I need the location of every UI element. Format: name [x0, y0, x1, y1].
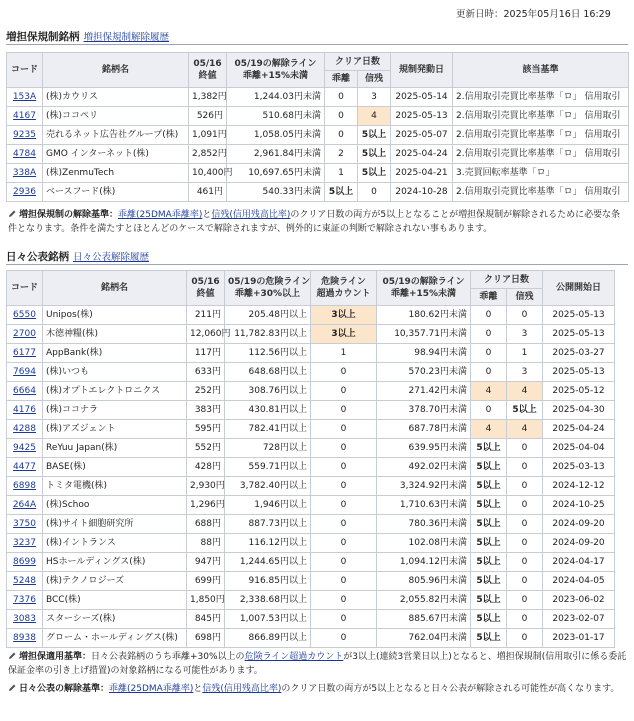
table-row — [7, 496, 615, 515]
stock-code-link[interactable]: 4167 — [7, 107, 43, 126]
col-shinzan: 信残 — [358, 71, 391, 88]
release-line: 10,697.65円未満 — [227, 164, 325, 183]
release-line: 492.02円未満 — [377, 458, 471, 477]
table-row — [7, 145, 629, 164]
danger-line: 1,946円以上 — [225, 496, 311, 515]
release-line: 1,710.63円未満 — [377, 496, 471, 515]
kairi-days: 5以上 — [325, 183, 358, 202]
danger-count: 0 — [311, 420, 377, 439]
kairi-days: 4 — [471, 420, 507, 439]
shinzan-link[interactable]: 信残(信用残高比率) — [202, 684, 282, 694]
col-shinzan: 信残 — [507, 289, 543, 306]
shinzan-days: 0 — [507, 591, 543, 610]
danger-count: 0 — [311, 439, 377, 458]
close-price: 1,382円 — [189, 88, 227, 107]
table-row — [7, 107, 629, 126]
close-price: 2,930円 — [187, 477, 225, 496]
stock-name: 売れるネット広告社グループ(株) — [43, 126, 189, 145]
kairi-days: 5以上 — [471, 553, 507, 572]
close-price: 1,850円 — [187, 591, 225, 610]
pencil-note-icon — [8, 209, 17, 218]
open-date: 2025-04-04 — [543, 439, 615, 458]
release-line: 102.08円未満 — [377, 534, 471, 553]
danger-line: 2,338.68円以上 — [225, 591, 311, 610]
start-date: 2025-04-24 — [391, 145, 453, 164]
col-code: コード — [7, 271, 43, 306]
shinzan-days: 3 — [507, 325, 543, 344]
section-title-regulated — [6, 29, 169, 44]
stock-code-link[interactable]: 5248 — [7, 572, 43, 591]
release-line: 2,055.82円未満 — [377, 591, 471, 610]
release-line: 510.68円未満 — [227, 107, 325, 126]
kairi-days: 5以上 — [471, 439, 507, 458]
close-price: 698円 — [187, 629, 225, 648]
danger-line: 866.89円以上 — [225, 629, 311, 648]
kairi-days: 5以上 — [471, 610, 507, 629]
table-row — [7, 382, 615, 401]
open-date: 2025-05-13 — [543, 306, 615, 325]
regulation-basis: 2.信用取引売買比率基準「ロ」 信用取引 — [453, 126, 629, 145]
col-clear-days: クリア日数 — [325, 53, 391, 71]
kairi-days: 0 — [471, 344, 507, 363]
stock-name: (株)サイト細胞研究所 — [43, 515, 187, 534]
shinzan-days: 5以上 — [358, 126, 391, 145]
shinzan-days: 3 — [507, 363, 543, 382]
kairi-days: 0 — [471, 306, 507, 325]
stock-name: (株)オプトエレクトロニクス — [43, 382, 187, 401]
stock-name: HSホールディングス(株) — [43, 553, 187, 572]
stock-code-link[interactable]: 4477 — [7, 458, 43, 477]
danger-count-link[interactable]: 危険ライン超過カウント — [244, 652, 344, 662]
stock-code-link[interactable]: 8699 — [7, 553, 43, 572]
stock-name: BCC(株) — [43, 591, 187, 610]
stock-name: (株)ZenmuTech — [43, 164, 189, 183]
close-price: 117円 — [187, 344, 225, 363]
col-danger-line: 05/19の危険ライン 乖離+30%以上 — [225, 271, 311, 306]
stock-name: (株)アズジェント — [43, 420, 187, 439]
stock-code-link[interactable]: 153A — [7, 88, 43, 107]
regulated-title: 増担保規制銘柄 — [6, 31, 80, 43]
release-line: 3,324.92円未満 — [377, 477, 471, 496]
stock-code-link[interactable]: 264A — [7, 496, 43, 515]
table-row — [7, 363, 615, 382]
stock-name: (株)ココペリ — [43, 107, 189, 126]
daily-stocks-table — [6, 270, 615, 648]
release-line: 1,094.12円未満 — [377, 553, 471, 572]
shinzan-days: 0 — [507, 553, 543, 572]
col-name: 銘柄名 — [43, 271, 187, 306]
kairi-days: 0 — [325, 126, 358, 145]
regulated-stocks-table — [6, 52, 629, 202]
danger-line: 205.48円以上 — [225, 306, 311, 325]
table-row — [7, 88, 629, 107]
danger-count: 0 — [311, 496, 377, 515]
open-date: 2025-04-24 — [543, 420, 615, 439]
stock-name: Unipos(株) — [43, 306, 187, 325]
regulation-basis: 2.信用取引売買比率基準「ロ」 信用取引 — [453, 107, 629, 126]
regulated-history-link[interactable]: 増担保規制解除履歴 — [83, 32, 170, 43]
table-row — [7, 344, 615, 363]
start-date: 2025-04-21 — [391, 164, 453, 183]
shinzan-days: 0 — [507, 477, 543, 496]
table-row — [7, 164, 629, 183]
danger-line: 3,782.40円以上 — [225, 477, 311, 496]
col-release-line: 05/19の解除ライン 乖離+15%未満 — [227, 53, 325, 88]
shinzan-days: 3 — [358, 88, 391, 107]
kairi-days: 0 — [471, 401, 507, 420]
close-price: 1,296円 — [187, 496, 225, 515]
section-divider — [6, 44, 628, 45]
release-line: 271.42円未満 — [377, 382, 471, 401]
close-price: 88円 — [187, 534, 225, 553]
stock-code-link[interactable]: 4784 — [7, 145, 43, 164]
stock-code-link[interactable]: 3083 — [7, 610, 43, 629]
stock-name: BASE(株) — [43, 458, 187, 477]
pencil-note-icon — [8, 683, 17, 692]
table-row — [7, 553, 615, 572]
regulation-basis: 2.信用取引売買比率基準「ロ」 信用取引 — [453, 88, 629, 107]
shinzan-days: 0 — [507, 629, 543, 648]
stock-name: 木徳神糧(株) — [43, 325, 187, 344]
shinzan-link[interactable]: 信残(信用残高比率) — [211, 210, 291, 220]
kairi-days: 0 — [325, 88, 358, 107]
stock-name: (株)カウリス — [43, 88, 189, 107]
stock-code-link[interactable]: 6898 — [7, 477, 43, 496]
danger-count: 0 — [311, 515, 377, 534]
kairi-link[interactable]: 乖離(25DMA乖離率) — [118, 210, 203, 220]
kairi-days: 2 — [325, 145, 358, 164]
stock-code-link[interactable]: 4176 — [7, 401, 43, 420]
stock-code-link[interactable]: 6177 — [7, 344, 43, 363]
kairi-days: 1 — [325, 164, 358, 183]
danger-line: 1,244.65円以上 — [225, 553, 311, 572]
col-open-date: 公開開始日 — [543, 271, 615, 306]
shinzan-days: 5以上 — [358, 164, 391, 183]
release-line: 540.33円未満 — [227, 183, 325, 202]
stock-name: グローム・ホールディングス(株) — [43, 629, 187, 648]
open-date: 2024-04-05 — [543, 572, 615, 591]
col-close: 05/16 終値 — [189, 53, 227, 88]
close-price: 699円 — [187, 572, 225, 591]
close-price: 12,060円 — [187, 325, 225, 344]
release-line: 378.70円未満 — [377, 401, 471, 420]
col-close: 05/16 終値 — [187, 271, 225, 306]
shinzan-days: 4 — [507, 420, 543, 439]
table-row — [7, 401, 615, 420]
shinzan-days: 5以上 — [358, 145, 391, 164]
table-row — [7, 515, 615, 534]
stock-code-link[interactable]: 6664 — [7, 382, 43, 401]
open-date: 2023-06-02 — [543, 591, 615, 610]
kairi-days: 5以上 — [471, 629, 507, 648]
table-row — [7, 306, 615, 325]
release-line: 639.95円未満 — [377, 439, 471, 458]
kairi-days: 5以上 — [471, 496, 507, 515]
updated-timestamp: 更新日時：2025年05月16日 16:29 — [456, 9, 611, 20]
stock-code-link[interactable]: 8938 — [7, 629, 43, 648]
stock-code-link[interactable]: 7376 — [7, 591, 43, 610]
open-date: 2025-05-13 — [543, 363, 615, 382]
danger-count: 0 — [311, 382, 377, 401]
stock-name: トミタ電機(株) — [43, 477, 187, 496]
shinzan-days: 4 — [507, 382, 543, 401]
stock-name: GMO インターネット(株) — [43, 145, 189, 164]
table-row — [7, 629, 615, 648]
close-price: 633円 — [187, 363, 225, 382]
shinzan-days: 0 — [507, 439, 543, 458]
shinzan-days: 1 — [507, 344, 543, 363]
open-date: 2024-04-17 — [543, 553, 615, 572]
danger-count: 0 — [311, 534, 377, 553]
kairi-days: 5以上 — [471, 477, 507, 496]
danger-count: 0 — [311, 363, 377, 382]
close-price: 461円 — [189, 183, 227, 202]
shinzan-days: 0 — [507, 572, 543, 591]
stock-code-link[interactable]: 2700 — [7, 325, 43, 344]
open-date: 2025-05-13 — [543, 325, 615, 344]
stock-name: ベースフード(株) — [43, 183, 189, 202]
release-line: 1,058.05円未満 — [227, 126, 325, 145]
kairi-days: 5以上 — [471, 515, 507, 534]
col-code: コード — [7, 53, 43, 88]
shinzan-days: 0 — [507, 458, 543, 477]
open-date: 2024-10-25 — [543, 496, 615, 515]
danger-count: 3以上 — [311, 325, 377, 344]
table-row — [7, 325, 615, 344]
open-date: 2025-03-27 — [543, 344, 615, 363]
col-kairi: 乖離 — [325, 71, 358, 88]
stock-name: (株)いつも — [43, 363, 187, 382]
release-line: 780.36円未満 — [377, 515, 471, 534]
stock-code-link[interactable]: 6550 — [7, 306, 43, 325]
table-row — [7, 126, 629, 145]
pencil-note-icon — [8, 651, 17, 660]
danger-line: 1,007.53円以上 — [225, 610, 311, 629]
danger-line: 728円以上 — [225, 439, 311, 458]
section-title-daily — [6, 249, 149, 264]
stock-name: スターシーズ(株) — [43, 610, 187, 629]
danger-count: 0 — [311, 572, 377, 591]
section-divider — [6, 264, 628, 265]
release-line: 2,961.84円未満 — [227, 145, 325, 164]
start-date: 2025-05-07 — [391, 126, 453, 145]
danger-count: 0 — [311, 610, 377, 629]
stock-code-link[interactable]: 9235 — [7, 126, 43, 145]
table-row — [7, 183, 629, 202]
stock-code-link[interactable]: 9425 — [7, 439, 43, 458]
danger-count: 0 — [311, 629, 377, 648]
close-price: 428円 — [187, 458, 225, 477]
kairi-days: 0 — [471, 363, 507, 382]
release-line: 885.67円未満 — [377, 610, 471, 629]
stock-code-link[interactable]: 2936 — [7, 183, 43, 202]
kairi-days: 5以上 — [471, 572, 507, 591]
kairi-days: 5以上 — [471, 458, 507, 477]
stock-code-link[interactable]: 7694 — [7, 363, 43, 382]
danger-count: 1 — [311, 344, 377, 363]
release-line: 180.62円未満 — [377, 306, 471, 325]
kairi-days: 5以上 — [471, 591, 507, 610]
stock-name: (株)ココナラ — [43, 401, 187, 420]
close-price: 10,400円 — [189, 164, 227, 183]
regulated-release-note: 増担保規制の解除基準：乖離(25DMA乖離率)と信残(信用残高比率)のクリア日数の両方が5以上となることが増担保規制が解除されるために必要な条件となります。条件を満たすとほとんどのケースで解除されますが、例外的に東証の判断で解除されない事もあります。 — [8, 210, 621, 234]
col-clear-days: クリア日数 — [471, 271, 543, 289]
release-line: 805.96円未満 — [377, 572, 471, 591]
shinzan-days: 0 — [507, 496, 543, 515]
close-price: 947円 — [187, 553, 225, 572]
table-row — [7, 591, 615, 610]
kairi-days: 4 — [471, 382, 507, 401]
start-date: 2024-10-28 — [391, 183, 453, 202]
danger-line: 887.73円以上 — [225, 515, 311, 534]
danger-line: 116.12円以上 — [225, 534, 311, 553]
close-price: 552円 — [187, 439, 225, 458]
col-name: 銘柄名 — [43, 53, 189, 88]
daily-release-note: 日々公表の解除基準：乖離(25DMA乖離率)と信残(信用残高比率)のクリア日数の両方が5以上となると日々公表が解除される可能性が高くなります。 — [8, 682, 628, 696]
table-row — [7, 534, 615, 553]
danger-line: 782.41円以上 — [225, 420, 311, 439]
col-danger-count: 危険ライン 超過カウント — [311, 271, 377, 306]
apply-criteria-note: 増担保適用基準：日々公表銘柄のうち乖離+30%以上の危険ライン超過カウントが3以上(連続3営業日以上)となると、増担保規制(信用取引に係る委託保証金率の引き上げ措置)の対象銘柄になる可能性があります。 — [8, 652, 627, 676]
release-line: 98.94円未満 — [377, 344, 471, 363]
release-line: 762.04円未満 — [377, 629, 471, 648]
open-date: 2025-03-13 — [543, 458, 615, 477]
close-price: 845円 — [187, 610, 225, 629]
col-kairi: 乖離 — [471, 289, 507, 306]
regulation-basis: 3.売買回転率基準「ロ」 — [453, 164, 629, 183]
col-basis: 該当基準 — [453, 53, 629, 88]
danger-line: 648.68円以上 — [225, 363, 311, 382]
stock-code-link[interactable]: 3237 — [7, 534, 43, 553]
open-date: 2025-05-12 — [543, 382, 615, 401]
open-date: 2025-04-30 — [543, 401, 615, 420]
open-date: 2023-02-07 — [543, 610, 615, 629]
stock-name: (株)イントランス — [43, 534, 187, 553]
col-release-line: 05/19の解除ライン 乖離+15%未満 — [377, 271, 471, 306]
close-price: 1,091円 — [189, 126, 227, 145]
release-line: 570.23円未満 — [377, 363, 471, 382]
close-price: 595円 — [187, 420, 225, 439]
table-row — [7, 458, 615, 477]
stock-name: AppBank(株) — [43, 344, 187, 363]
release-line: 1,244.03円未満 — [227, 88, 325, 107]
danger-line: 112.56円以上 — [225, 344, 311, 363]
kairi-days: 0 — [325, 107, 358, 126]
kairi-days: 5以上 — [471, 534, 507, 553]
table-row — [7, 477, 615, 496]
stock-code-link[interactable]: 3750 — [7, 515, 43, 534]
table-row — [7, 420, 615, 439]
shinzan-days: 4 — [358, 107, 391, 126]
shinzan-days: 0 — [507, 534, 543, 553]
start-date: 2025-05-14 — [391, 88, 453, 107]
stock-name: (株)テクノロジーズ — [43, 572, 187, 591]
danger-line: 11,782.83円以上 — [225, 325, 311, 344]
release-line: 687.78円未満 — [377, 420, 471, 439]
regulation-basis: 2.信用取引売買比率基準「ロ」 信用取引 — [453, 145, 629, 164]
kairi-link[interactable]: 乖離(25DMA乖離率) — [109, 684, 194, 694]
table-row — [7, 610, 615, 629]
stock-code-link[interactable]: 4288 — [7, 420, 43, 439]
danger-line: 430.81円以上 — [225, 401, 311, 420]
daily-title: 日々公表銘柄 — [6, 251, 69, 263]
kairi-days: 0 — [471, 325, 507, 344]
regulation-basis: 2.信用取引売買比率基準「ロ」 信用取引 — [453, 183, 629, 202]
shinzan-days: 0 — [507, 610, 543, 629]
open-date: 2023-01-17 — [543, 629, 615, 648]
close-price: 211円 — [187, 306, 225, 325]
stock-code-link[interactable]: 338A — [7, 164, 43, 183]
danger-count: 0 — [311, 591, 377, 610]
shinzan-days: 0 — [507, 306, 543, 325]
close-price: 526円 — [189, 107, 227, 126]
danger-count: 0 — [311, 401, 377, 420]
danger-line: 559.71円以上 — [225, 458, 311, 477]
open-date: 2024-09-20 — [543, 534, 615, 553]
table-row — [7, 439, 615, 458]
close-price: 688円 — [187, 515, 225, 534]
daily-history-link[interactable]: 日々公表解除履歴 — [73, 252, 150, 263]
open-date: 2024-09-20 — [543, 515, 615, 534]
close-price: 383円 — [187, 401, 225, 420]
shinzan-days: 0 — [358, 183, 391, 202]
start-date: 2025-05-13 — [391, 107, 453, 126]
shinzan-days: 5以上 — [507, 401, 543, 420]
danger-line: 916.85円以上 — [225, 572, 311, 591]
release-line: 10,357.71円未満 — [377, 325, 471, 344]
shinzan-days: 0 — [507, 515, 543, 534]
stock-name: (株)Schoo — [43, 496, 187, 515]
danger-count: 0 — [311, 477, 377, 496]
col-start-date: 規制発動日 — [391, 53, 453, 88]
danger-count: 0 — [311, 553, 377, 572]
danger-count: 3以上 — [311, 306, 377, 325]
danger-count: 0 — [311, 458, 377, 477]
close-price: 2,852円 — [189, 145, 227, 164]
danger-line: 308.76円以上 — [225, 382, 311, 401]
stock-name: ReYuu Japan(株) — [43, 439, 187, 458]
open-date: 2024-12-12 — [543, 477, 615, 496]
close-price: 252円 — [187, 382, 225, 401]
table-row — [7, 572, 615, 591]
